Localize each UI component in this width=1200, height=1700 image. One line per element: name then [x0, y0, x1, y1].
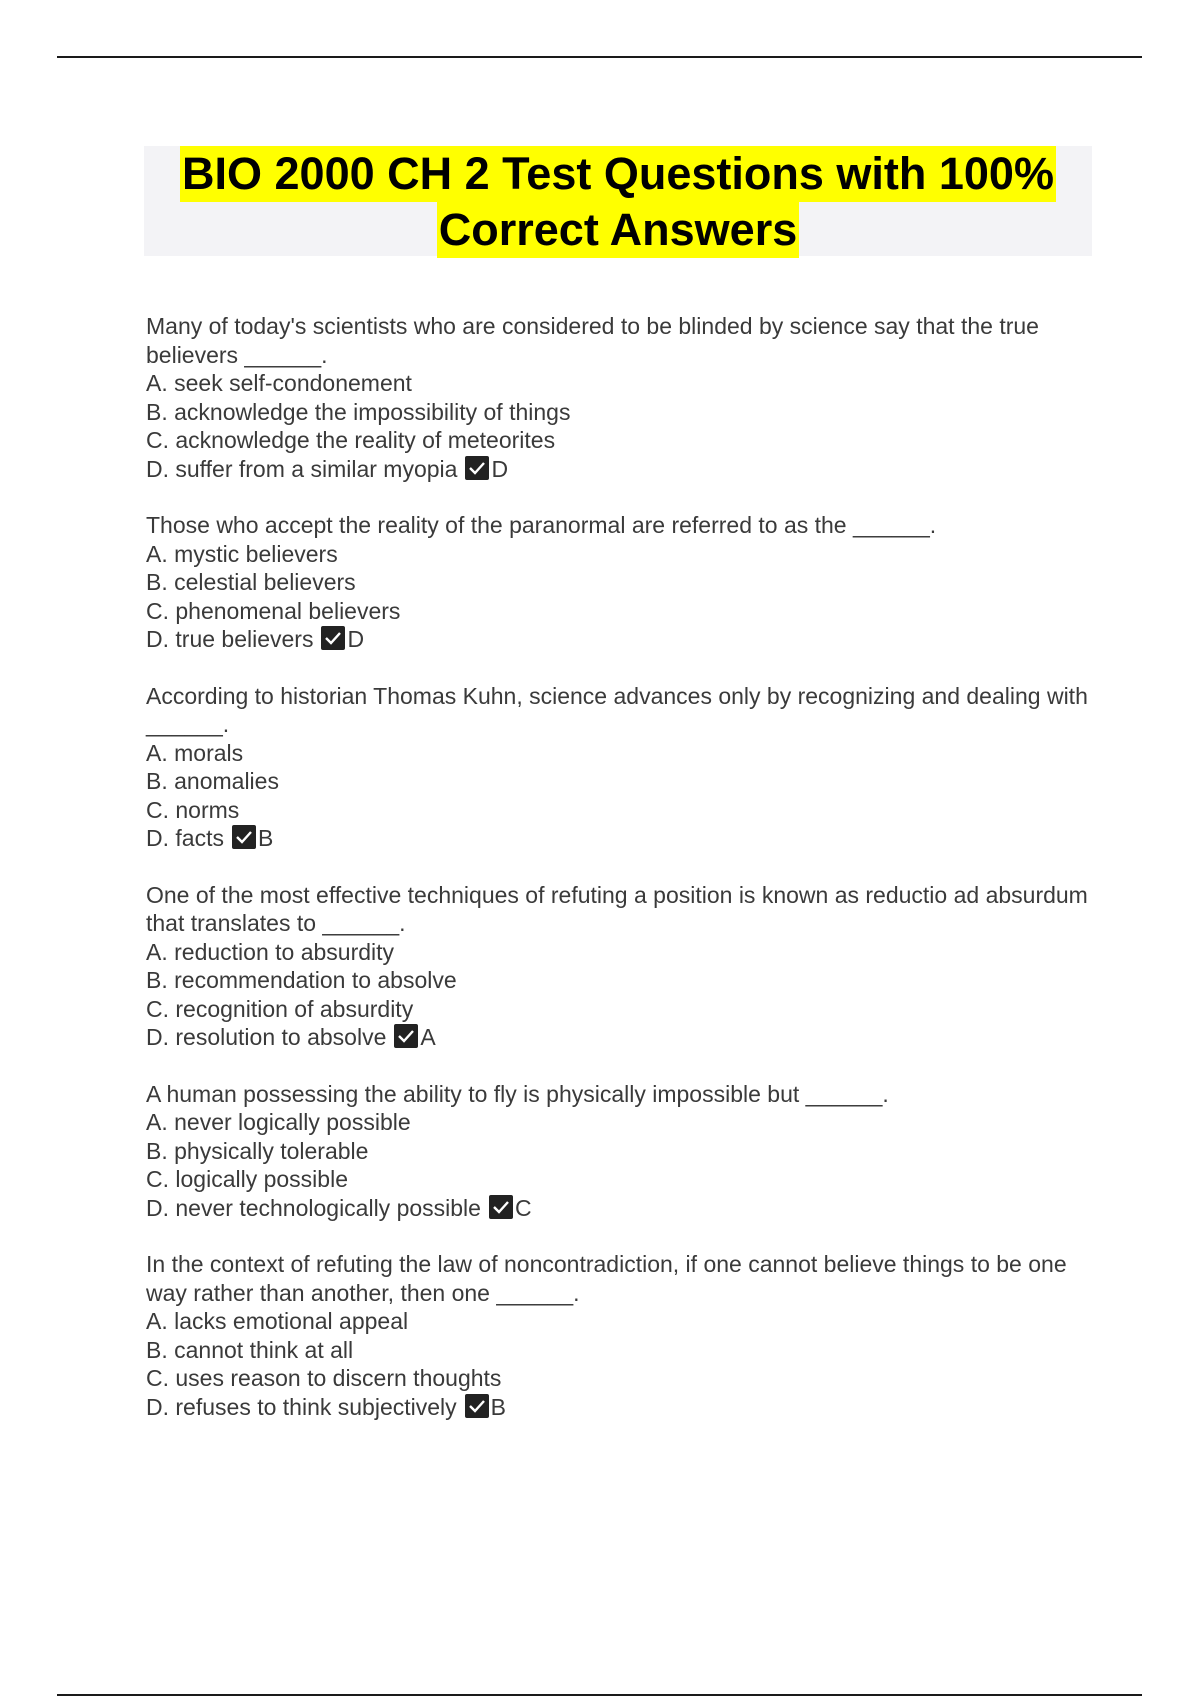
- option-c: C. logically possible: [146, 1166, 348, 1192]
- option-d-row: [146, 1393, 1096, 1422]
- option-d-row: [146, 1194, 1096, 1223]
- question-item: [146, 511, 1096, 654]
- question-text: A human possessing the ability to fly is physically impossible but ______.: [146, 1080, 889, 1107]
- option-d-row: [146, 824, 1096, 853]
- option-d-row: [146, 1023, 1096, 1052]
- option-d: D. facts: [146, 825, 224, 851]
- option-c: C. norms: [146, 796, 240, 823]
- checkmark-icon: [321, 626, 345, 650]
- checkmark-icon: [465, 1394, 489, 1418]
- question-text: Those who accept the reality of the paranormal are referred to as the ______.: [146, 512, 937, 538]
- title-line-2: Correct Answers: [437, 202, 799, 258]
- question-text: According to historian Thomas Kuhn, science advances only by recognizing and dealing with ______.: [146, 682, 1088, 737]
- option-c: C. uses reason to discern thoughts: [146, 1365, 502, 1391]
- option-b: B. physically tolerable: [146, 1137, 369, 1164]
- option-a: A. seek self-condonement: [146, 370, 412, 396]
- option-b: B. cannot think at all: [146, 1336, 354, 1363]
- question-item: [146, 682, 1096, 853]
- option-a: A. lacks emotional appeal: [146, 1308, 409, 1334]
- option-d-row: [146, 455, 1096, 484]
- option-a: A. morals: [146, 739, 244, 766]
- question-item: [146, 1080, 1096, 1223]
- checkmark-icon: [489, 1195, 513, 1219]
- option-a: A. mystic believers: [146, 540, 338, 567]
- option-b: B. acknowledge the impossibility of things: [146, 398, 571, 425]
- question-text: Many of today's scientists who are considered to be blinded by science say that the true believers ______.: [146, 313, 1039, 368]
- document-title: [144, 146, 1092, 256]
- checkmark-icon: [394, 1024, 418, 1048]
- question-item: [146, 1250, 1096, 1421]
- question-text: In the context of refuting the law of noncontradiction, if one cannot believe things to be one way rather than another, then one ______.: [146, 1251, 1067, 1306]
- title-line-1: BIO 2000 CH 2 Test Questions with 100%: [180, 146, 1056, 202]
- correct-answer: A: [420, 1024, 436, 1050]
- option-a: A. never logically possible: [146, 1109, 411, 1135]
- option-d-row: [146, 625, 1096, 654]
- option-d: D. refuses to think subjectively: [146, 1393, 457, 1420]
- option-c: C. phenomenal believers: [146, 597, 401, 624]
- option-d: D. resolution to absolve: [146, 1024, 387, 1050]
- option-d: D. suffer from a similar myopia: [146, 455, 458, 482]
- question-list: [146, 312, 1096, 1449]
- question-item: [146, 312, 1096, 483]
- bottom-rule: [57, 1694, 1142, 1696]
- option-b: B. recommendation to absolve: [146, 967, 457, 993]
- option-d: D. never technologically possible: [146, 1194, 481, 1221]
- correct-answer: C: [514, 1194, 532, 1221]
- option-c: C. recognition of absurdity: [146, 995, 414, 1022]
- option-c: C. acknowledge the reality of meteorites: [146, 427, 556, 453]
- option-b: B. celestial believers: [146, 569, 356, 595]
- correct-answer: B: [490, 1393, 506, 1420]
- correct-answer: D: [347, 626, 365, 652]
- checkmark-icon: [465, 456, 489, 480]
- top-rule: [57, 56, 1142, 58]
- option-a: A. reduction to absurdity: [146, 938, 395, 965]
- question-item: [146, 881, 1096, 1052]
- option-d: D. true believers: [146, 626, 314, 652]
- checkmark-icon: [232, 825, 256, 849]
- option-b: B. anomalies: [146, 768, 279, 794]
- question-text: One of the most effective techniques of refuting a position is known as reductio ad absurdum that translates to ______.: [146, 881, 1088, 936]
- correct-answer: D: [491, 455, 509, 482]
- correct-answer: B: [257, 825, 274, 851]
